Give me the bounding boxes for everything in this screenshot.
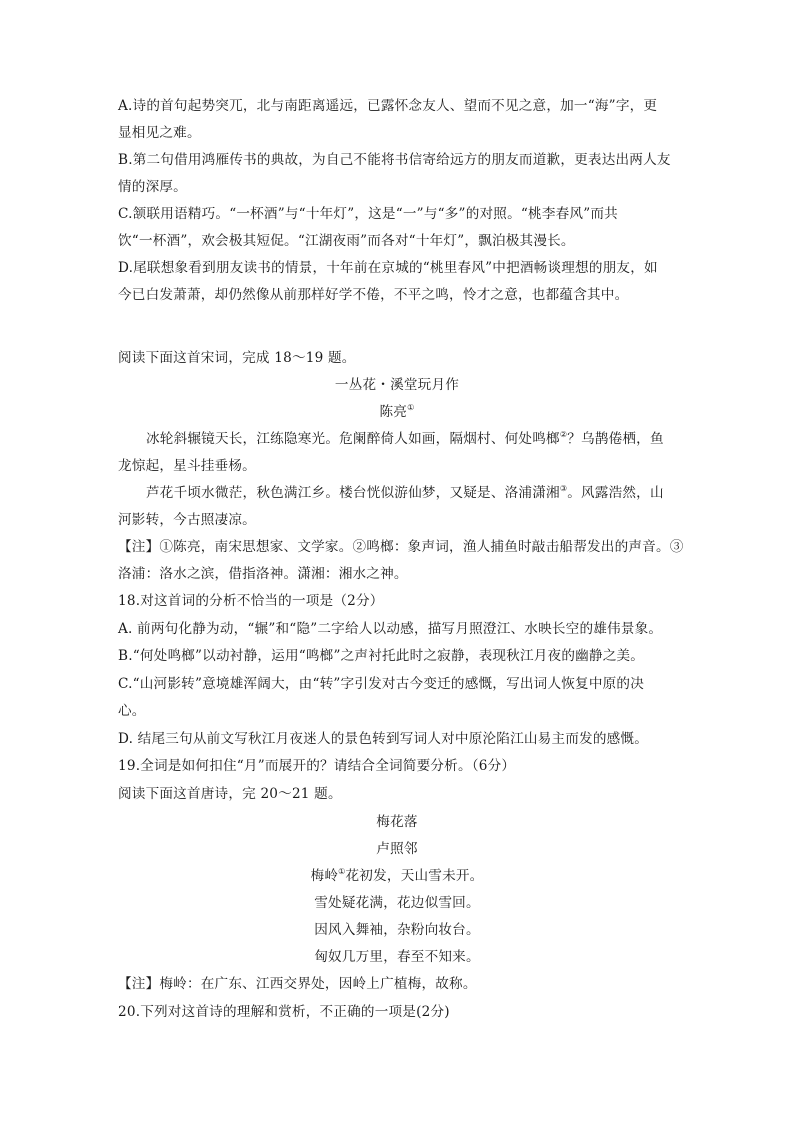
q17-option-d-line2: 今已白发萧萧，却仍然像从前那样好学不倦，不平之鸣，怜才之意，也都蕴含其中。 (118, 287, 629, 303)
poem1-stanza1-line2: 龙惊起，星斗挂垂杨。 (118, 458, 256, 474)
footnote-mark: ① (407, 403, 415, 412)
q20-stem: 20.下列对这首诗的理解和赏析，不正确的一项是(2分) (118, 1004, 450, 1020)
poem2-author: 卢照邻 (376, 841, 418, 857)
section2-instruction: 阅读下面这首唐诗，完 20～21 题。 (118, 786, 342, 802)
q19-stem: 19.全词是如何扣住“月”而展开的？请结合全词简要分析。（6分） (118, 758, 516, 774)
poem1-author: 陈亮① (379, 403, 415, 420)
q17-option-a-line1: A.诗的首句起势突兀，北与南距离遥远，已露怀念友人、望而不见之意，加一“海”字，更 (118, 98, 658, 114)
poem1-stanza2-line1: 芦花千顷水微茫，秋色满江乡。楼台恍似游仙梦，又疑是、洛浦潇湘③。风露浩然，山 (146, 484, 664, 501)
poem2-line2: 雪处疑花满，花边似雪回。 (314, 895, 480, 911)
poem1-note-line1: 【注】①陈亮，南宋思想家、文学家。②鸣榔：象声词，渔人捕鱼时敲击船帮发出的声音。③ (118, 539, 684, 555)
q18-option-c-line2: 心。 (118, 703, 146, 719)
q18-option-a: A. 前两句化静为动，“辗”和“隐”二字给人以动感，描写月照澄江、水映长空的雄伟景象。 (118, 621, 663, 637)
poem1-stanza1-line1: 冰轮斜辗镜天长，江练隐寒光。危阑醉倚人如画，隔烟村、何处鸣榔②？乌鹊倦栖，鱼 (146, 430, 664, 447)
q18-option-b: B.“何处鸣榔”以动衬静，运用“鸣榔”之声衬托此时之寂静，表现秋江月夜的幽静之美。 (118, 648, 645, 664)
q17-option-d-line1: D.尾联想象看到朋友读书的情景，十年前在京城的“桃里春风”中把酒畅谈理想的朋友，如 (118, 260, 658, 276)
poem1-title: 一丛花・溪堂玩月作 (334, 377, 460, 393)
poem1-note-line2: 洛浦：洛水之滨，借指洛神。潇湘：湘水之神。 (118, 566, 408, 582)
poem2-line3: 因风入舞袖，杂粉向妆台。 (314, 922, 480, 938)
footnote-mark: ① (338, 867, 346, 876)
poem2-note: 【注】梅岭：在广东、江西交界处，因岭上广植梅，故称。 (118, 976, 477, 992)
poem2-line4: 匈奴几万里，春至不知来。 (314, 949, 480, 965)
q17-option-c-line2: 饮“一杯酒”，欢会极其短促。“江湖夜雨”而各对“十年灯”，飘泊极其漫长。 (118, 233, 575, 249)
poem2-title: 梅花落 (376, 814, 418, 830)
footnote-mark: ③ (559, 484, 568, 493)
q18-stem: 18.对这首词的分析不恰当的一项是（2分） (118, 593, 384, 609)
q17-option-b-line2: 情的深厚。 (118, 179, 187, 195)
footnote-mark: ② (559, 430, 568, 439)
section1-instruction: 阅读下面这首宋词，完成 18～19 题。 (118, 350, 356, 366)
poem1-stanza2-line2: 河影转，今古照凄凉。 (118, 512, 256, 528)
q17-option-a-line2: 显相见之难。 (118, 125, 201, 141)
q17-option-c-line1: C.颔联用语精巧。“一杯酒”与“十年灯”，这是“一”与“多”的对照。“桃李春风”而共 (118, 206, 618, 222)
q17-option-b-line1: B.第二句借用鸿雁传书的典故，为自己不能将书信寄给远方的朋友而道歉，更表达出两人友 (118, 152, 671, 168)
poem2-line1: 梅岭①花初发，天山雪未开。 (310, 867, 484, 884)
q18-option-c-line1: C.“山河影转”意境雄浑阔大，由“转”字引发对古今变迁的感慨，写出词人恢复中原的决 (118, 676, 645, 692)
q18-option-d: D. 结尾三句从前文写秋江月夜迷人的景色转到写词人对中原沦陷江山易主而发的感慨。 (118, 731, 649, 747)
